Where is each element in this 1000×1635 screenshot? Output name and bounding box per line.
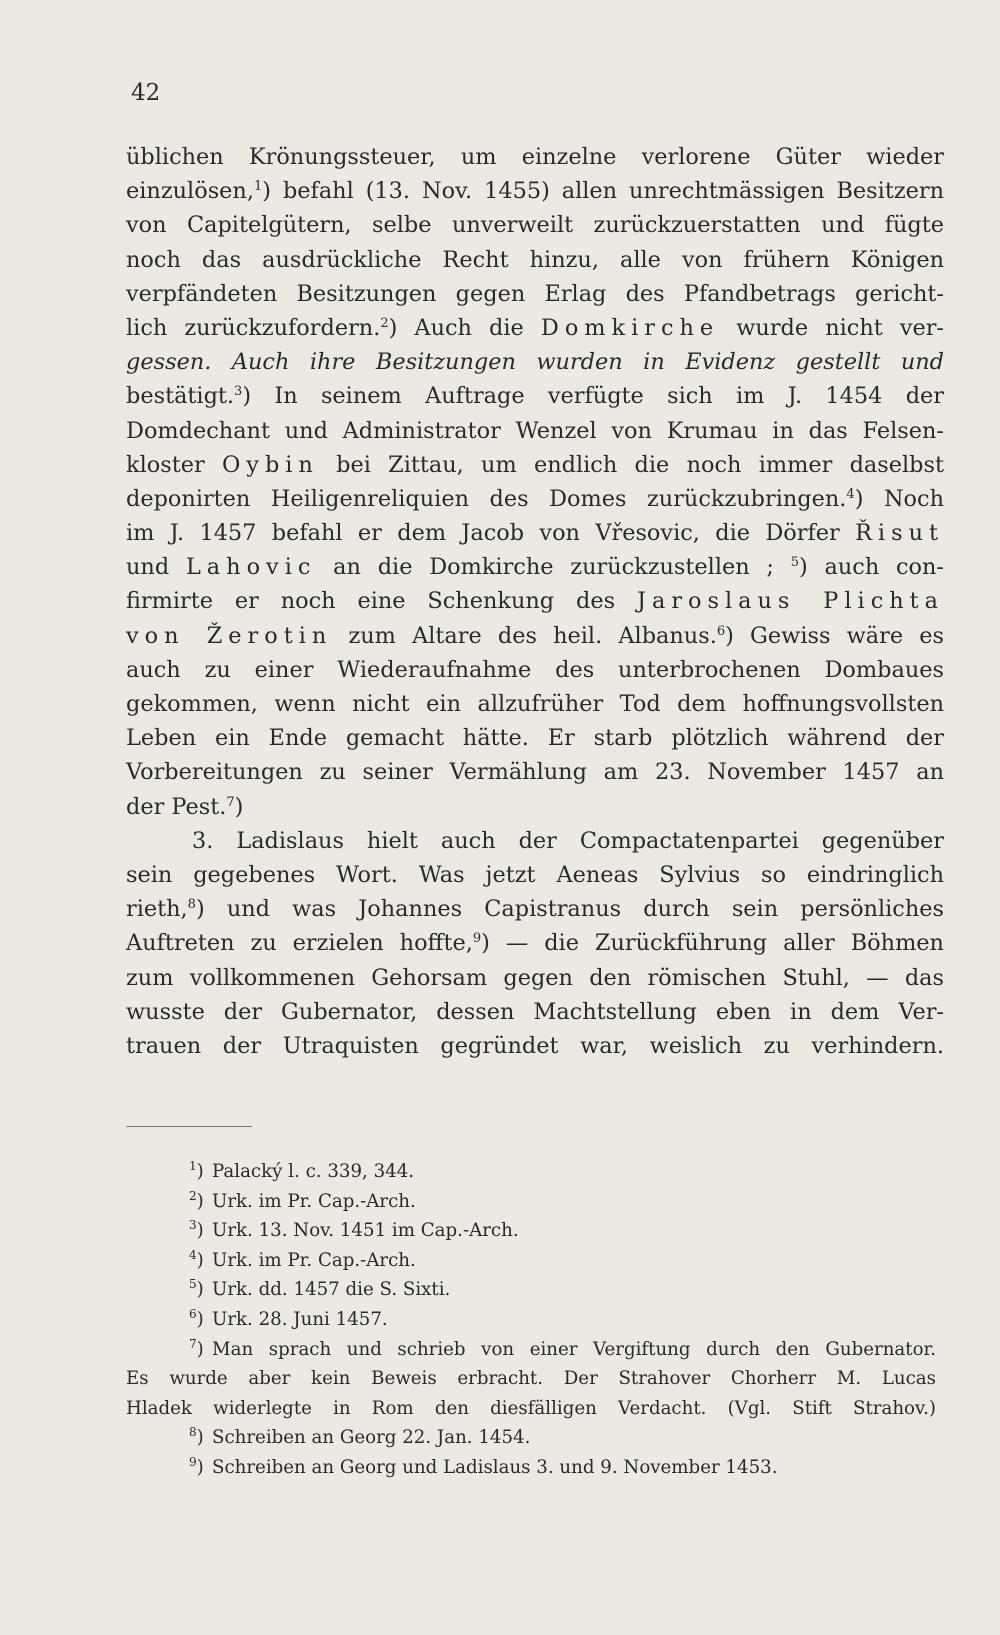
text-line xyxy=(126,550,944,584)
text-segment: firmirte er noch eine Schenkung des xyxy=(126,588,637,615)
text-segment: auch zu einer Wiederaufnahme des unterbrochenen Dombaues xyxy=(126,656,944,683)
text-line xyxy=(126,824,944,858)
footnote-number: 1 xyxy=(189,1159,197,1173)
text-segment: zum Altare des heil. Albanus. xyxy=(332,622,717,649)
text-line xyxy=(126,311,944,345)
footnote-number: 9 xyxy=(189,1454,197,1469)
footnote xyxy=(126,1453,936,1483)
text-segment: ) xyxy=(234,793,244,820)
text-line xyxy=(126,961,944,995)
text-segment: ) Auch die xyxy=(388,314,541,341)
text-line xyxy=(126,174,944,208)
footnote xyxy=(126,1187,936,1217)
footnote-mark: $^1$) xyxy=(189,1159,204,1182)
text-line xyxy=(126,858,944,892)
footnote xyxy=(126,1157,936,1187)
text-line xyxy=(126,584,944,618)
text-line xyxy=(126,277,944,311)
footnote-text: Palacký l. c. 339, 344. xyxy=(212,1161,415,1182)
footnote-reference: 8 xyxy=(187,897,196,913)
text-line xyxy=(126,790,944,824)
text-segment: ) befahl (13. Nov. 1455) allen unrechtmässigen Besitzern xyxy=(262,178,944,205)
footnote-text: Urk. 28. Juni 1457. xyxy=(212,1308,388,1330)
footnote-text: Urk. dd. 1457 die S. Sixti. xyxy=(212,1279,451,1301)
text-line xyxy=(126,516,944,550)
text-segment: ) auch con- xyxy=(799,554,945,581)
footnote xyxy=(126,1246,936,1276)
footnote xyxy=(126,1216,936,1246)
text-line xyxy=(126,345,944,379)
footnote-reference: 5 xyxy=(790,555,800,571)
text-line xyxy=(126,653,944,687)
footnote-mark: $^6$) xyxy=(189,1306,204,1330)
footnote-mark: $^3$) xyxy=(189,1218,204,1242)
text-line xyxy=(126,1029,944,1063)
text-segment: bei Zittau, um endlich die noch immer daselbst xyxy=(318,451,944,478)
text-segment: im J. 1457 befahl er dem Jacob von Vřesovic, die Dörfer xyxy=(126,520,856,547)
text-segment: wurde nicht ver- xyxy=(719,314,944,341)
text-segment: ) und was Johannes Capistranus durch sein persönliches xyxy=(195,896,944,923)
footnote xyxy=(126,1305,936,1335)
text-line xyxy=(126,926,944,960)
text-segment: Leben ein Ende gemacht hätte. Er starb plötzlich während der xyxy=(126,725,944,752)
footnote xyxy=(126,1335,936,1365)
text-segment: von Capitelgütern, selbe unverweilt zurückzuerstatten und fügte xyxy=(126,212,944,239)
footnote-text: Schreiben an Georg und Ladislaus 3. und 9. November 1453. xyxy=(212,1456,778,1478)
text-segment: verpfändeten Besitzungen gegen Erlag des Pfandbetrags gericht- xyxy=(126,280,944,307)
text-line xyxy=(126,619,944,653)
text-segment: Řisut xyxy=(855,520,944,547)
text-line xyxy=(126,140,944,174)
text-segment: ) — die Zurückführung aller Böhmen xyxy=(481,930,944,957)
text-segment: Domkirche xyxy=(540,314,720,341)
text-line xyxy=(126,721,944,755)
text-segment: Domdechant und Administrator Wenzel von Krumau in das Felsen- xyxy=(126,417,944,444)
text-segment: ) In seinem Auftrage verfügte sich im J. 1454 der xyxy=(242,383,944,410)
text-segment: lich zurückzufordern. xyxy=(126,314,381,341)
footnote-text: Schreiben an Georg 22. Jan. 1454. xyxy=(212,1427,531,1449)
footnote-text: Urk. im Pr. Cap.-Arch. xyxy=(212,1249,416,1271)
text-segment: ) Noch xyxy=(854,485,944,512)
footnote-separator xyxy=(126,1126,252,1127)
footnote-mark: $^2$) xyxy=(189,1188,204,1212)
footnote-text: Man sprach und schrieb von einer Vergiftung durch den Gubernator. xyxy=(212,1338,936,1360)
text-segment: üblichen Krönungssteuer, um einzelne verlorene Güter wieder xyxy=(126,144,944,170)
text-segment: der Pest. xyxy=(126,793,227,820)
text-segment: von Žerotin xyxy=(126,622,333,649)
body-text xyxy=(126,140,944,1063)
footnote-reference: 2 xyxy=(380,315,389,331)
footnote-reference: 4 xyxy=(846,486,855,502)
footnote-continuation: Es wurde aber kein Beweis erbracht. Der Strahover Chorherr M. Lucas xyxy=(126,1368,936,1390)
footnote-reference: 6 xyxy=(716,623,726,639)
footnote xyxy=(126,1275,936,1305)
footnote-mark: $^4$) xyxy=(189,1247,204,1271)
footnote-mark: $^7$) xyxy=(189,1336,204,1360)
footnotes xyxy=(126,1157,936,1483)
footnote-mark: $^8$) xyxy=(189,1425,204,1449)
footnote-number: 5 xyxy=(189,1277,197,1292)
footnote-number: 4 xyxy=(189,1247,197,1262)
footnote-reference: 7 xyxy=(226,794,235,810)
text-line xyxy=(126,755,944,789)
text-segment: kloster xyxy=(126,451,222,478)
text-line xyxy=(126,892,944,926)
text-segment: deponirten Heiligenreliquien des Domes zurückzubringen. xyxy=(126,485,847,512)
text-line xyxy=(126,243,944,277)
text-segment: noch das ausdrückliche Recht hinzu, alle von frühern Königen xyxy=(126,246,944,273)
footnote-number: 2 xyxy=(189,1188,197,1203)
page-number: 42 xyxy=(131,80,161,106)
footnote-number: 6 xyxy=(189,1306,197,1321)
text-segment: bestätigt. xyxy=(126,383,235,410)
text-segment: 3. Ladislaus hielt auch der Compactatenpartei gegenüber xyxy=(192,827,944,854)
text-segment: trauen der Utraquisten gegründet war, weislich zu verhindern. xyxy=(126,1032,944,1059)
text-segment: rieth, xyxy=(126,896,188,923)
text-segment: an die Domkirche zurückzustellen ; xyxy=(316,554,791,581)
text-segment: einzulösen, xyxy=(126,178,254,205)
text-segment: gessen. Auch ihre Besitzungen wurden in Evidenz gestellt und xyxy=(126,349,944,376)
text-line xyxy=(126,448,944,482)
text-segment: Jaroslaus Plichta xyxy=(637,588,945,615)
text-segment: wusste der Gubernator, dessen Machtstellung eben in dem Ver- xyxy=(126,998,944,1025)
text-segment: Vorbereitungen zu seiner Vermählung am 23. November 1457 an xyxy=(126,759,944,786)
footnote-reference: 3 xyxy=(234,384,243,400)
footnote-text: Urk. 13. Nov. 1451 im Cap.-Arch. xyxy=(212,1220,519,1242)
footnote-mark: $^5$) xyxy=(189,1277,204,1301)
text-segment: Oybin xyxy=(221,451,319,478)
text-line xyxy=(126,208,944,242)
text-line xyxy=(126,482,944,516)
text-segment: sein gegebenes Wort. Was jetzt Aeneas Sylvius so eindringlich xyxy=(126,861,944,888)
footnote xyxy=(126,1423,936,1453)
footnote-number: 3 xyxy=(189,1218,197,1233)
text-segment: und xyxy=(126,554,186,581)
text-segment: zum vollkommenen Gehorsam gegen den römischen Stuhl, — das xyxy=(126,964,944,991)
text-segment: ) Gewiss wäre es xyxy=(725,622,944,649)
footnote-number: 8 xyxy=(189,1425,197,1440)
footnote-reference: 9 xyxy=(472,931,482,947)
footnote-mark: $^9$) xyxy=(189,1454,204,1478)
text-segment: Auftreten zu erzielen hoffte, xyxy=(126,930,473,957)
text-line xyxy=(126,687,944,721)
text-line xyxy=(126,414,944,448)
text-segment: gekommen, wenn nicht ein allzufrüher Tod dem hoffnungsvollsten xyxy=(126,691,944,717)
footnote-text: Urk. im Pr. Cap.-Arch. xyxy=(212,1190,416,1212)
text-segment: Lahovic xyxy=(185,554,317,581)
footnote-continuation: Hladek widerlegte in Rom den diesfälligen Verdacht. (Vgl. Stift Strahov.) xyxy=(126,1397,936,1419)
footnote-reference: 1 xyxy=(253,179,263,195)
footnote-number: 7 xyxy=(189,1336,197,1351)
text-line xyxy=(126,995,944,1029)
text-line xyxy=(126,379,944,413)
